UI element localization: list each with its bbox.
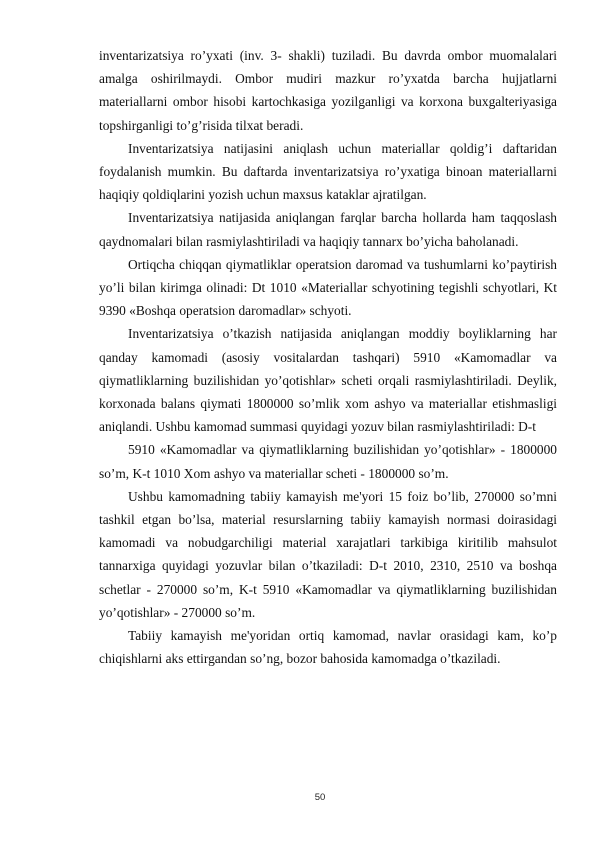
paragraph-inventory-results: Inventarizatsiya natijasini aniqlash uchun materiallar qoldig’i daftaridan foydalanish mumkin. Bu daftarda inventarizatsiya ro’yxatiga binoan materiallarni haqiqiy qoldiqlarini yozish uchun maxsus kataklar ajratilgan. bbox=[99, 140, 557, 203]
paragraph-surplus: Ortiqcha chiqqan qiymatliklar operatsion daromad va tushumlarni ko’paytirish yo’li bilan kirimga olinadi: Dt 1010 «Materiallar schyotining tegishli schyotlari, Kt 9390 «Boshqa operatsion daromadlar» schyoti. bbox=[99, 256, 557, 319]
paragraph-excess-loss: Tabiiy kamayish me'yoridan ortiq kamomad, navlar orasidagi kam, ko’p chiqishlarni aks ettirgandan so’ng, bozor bahosida kamomadga o’tkaziladi. bbox=[99, 628, 557, 667]
paragraph-shortage: Inventarizatsiya o’tkazish natijasida aniqlangan moddiy boyliklarning har qanday kamomadi (asosiy vositalardan tashqari) 5910 «Kamomadlar va qiymatliklarning buzilishidan yo’qotishlar» scheti orqali rasmiylashtiriladi. Deylik, korxonada balans qiymati 1800000 so’mlik xom ashyo va materiallar etishmasligi aniqlandi. Ushbu kamomad summasi quyidagi yozuv bilan rasmiylashtiriladi: D-t bbox=[99, 326, 557, 435]
paragraph-differences: Inventarizatsiya natijasida aniqlangan farqlar barcha hollarda ham taqqoslash qaydnomalari bilan rasmiylashtiriladi va haqiqiy tannarx bo’yicha baholanadi. bbox=[99, 210, 557, 249]
body-text bbox=[99, 44, 557, 670]
paragraph-shortage-entry: 5910 «Kamomadlar va qiymatliklarning buzilishidan yo’qotishlar» - 1800000 so’m, K-t 1010 Xom ashyo va materiallar scheti - 1800000 so’m. bbox=[99, 442, 557, 481]
page-number: 50 bbox=[314, 792, 326, 803]
paragraph-natural-loss: Ushbu kamomadning tabiiy kamayish me'yori 15 foiz bo’lib, 270000 so’mni tashkil etgan bo’lsa, material resurslarning tabiiy kamayish normasi doirasidagi kamomadi va nobudgarchiligi material xarajatlari tarkibiga kiritilib mahsulot tannarxiga quyidagi yozuvlar bilan o’tkaziladi: D-t 2010, 2310, 2510 va boshqa schetlar - 270000 so’m, K-t 5910 «Kamomadlar va qiymatliklarning buzilishidan yo’qotishlar» - 270000 so’m. bbox=[99, 488, 557, 620]
paragraph-continuation: inventarizatsiya ro’yxati (inv. 3- shakli) tuziladi. Bu davrda ombor muomalalari amalga oshirilmaydi. Ombor mudiri mazkur ro’yxatda barcha hujjatlarni materiallarni ombor hisobi kartochkasiga yozilganligi va korxona buxgalteriyasiga topshirganligi to’g’risida tilxat beradi. bbox=[99, 48, 557, 133]
